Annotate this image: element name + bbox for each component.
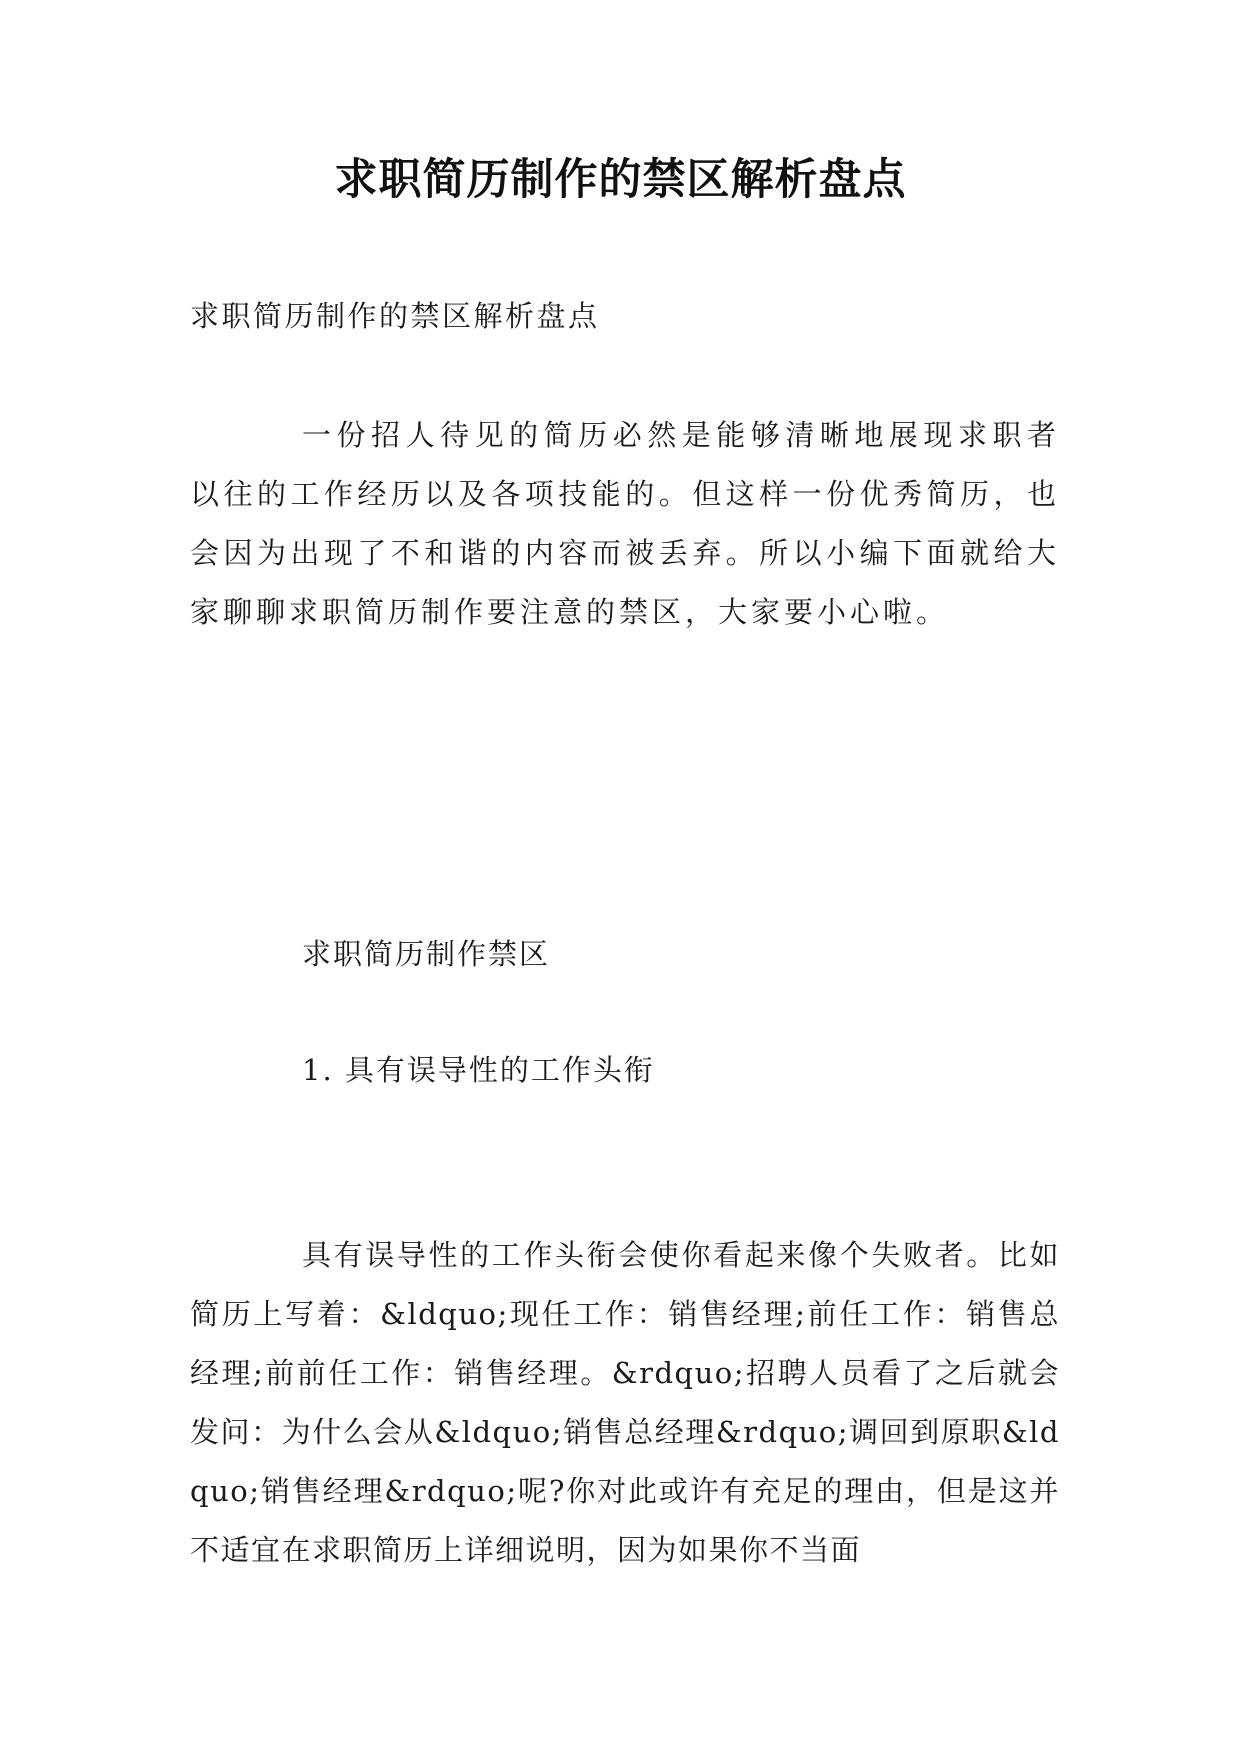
body-paragraph: 具有误导性的工作头衔会使你看起来像个失败者。比如简历上写着：&ldquo;现任工作：销售经理;前任工作：销售总经理;前前任工作：销售经理。&rdquo;招聘人员看了之后就会发问：为什么会从&ldquo;销售总经理&rdquo;调回到原职&ldquo;销售经理&rdquo;呢?你对此或许有充足的理由，但是这并不适宜在求职简历上详细说明，因为如果你不当面: [190, 1238, 1060, 1567]
section-heading: 求职简历制作禁区: [302, 937, 551, 971]
intro-paragraph: 一份招人待见的简历必然是能够清晰地展现求职者以往的工作经历以及各项技能的。但这样一份优秀简历，也会因为出现了不和谐的内容而被丢弃。所以小编下面就给大家聊聊求职简历制作要注意的禁区，大家要小心啦。: [190, 418, 1060, 629]
document-subtitle: 求职简历制作的禁区解析盘点: [190, 299, 600, 333]
document-title: 求职简历制作的禁区解析盘点: [334, 155, 907, 205]
item-heading: 1. 具有误导性的工作头衔: [302, 1053, 655, 1087]
